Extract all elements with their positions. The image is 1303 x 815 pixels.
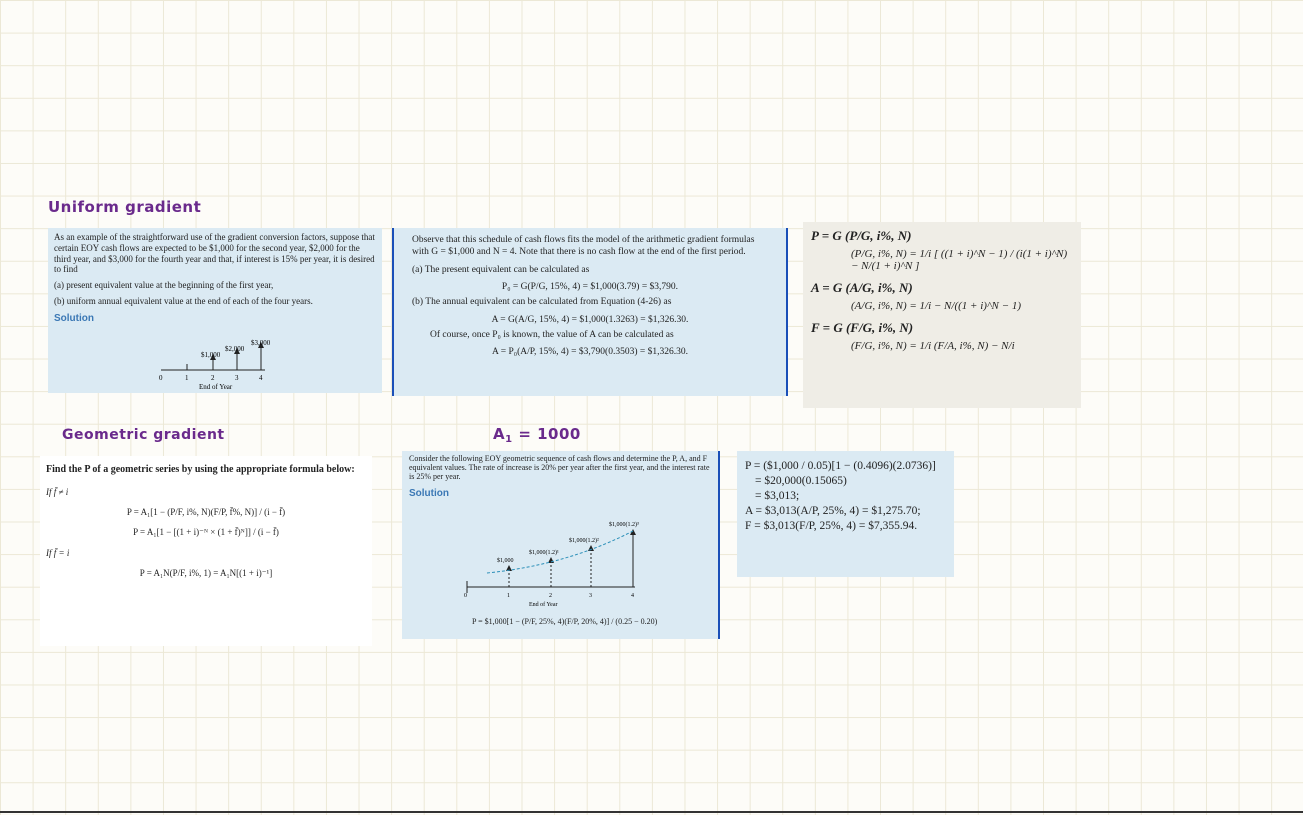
uniform-solution-label: Solution (54, 312, 94, 324)
formula-f-head: F = G (F/G, i%, N) (811, 320, 914, 335)
geometric-gradient-title[interactable]: Geometric gradient (62, 427, 225, 443)
uniform-axis-label: End of Year (199, 383, 233, 391)
geometric-tick-2: 2 (549, 593, 552, 599)
geometric-flow-3: $1,000(1.2)² (569, 538, 599, 544)
geometric-cond-1: If f̄ ≠ i (46, 487, 69, 497)
geometric-formulas-panel[interactable] (40, 456, 372, 646)
a1-value: = 1000 (518, 425, 581, 443)
formula-a-head: A = G (A/G, i%, N) (811, 280, 913, 295)
formula-p-body: (P/G, i%, N) = 1/i [ ((1 + i)^N − 1) / (i(1 + i)^N) − N/(1 + i)^N ] (851, 248, 1068, 272)
a1-subscript: 1 (505, 434, 513, 445)
geometric-tick-1: 1 (507, 593, 510, 599)
uniform-example-panel[interactable] (48, 228, 382, 393)
uniform-eq-b: A = G(A/G, 15%, 4) = $1,000(1.3263) = $1,326.30. (491, 314, 689, 325)
uniform-tick-2: 2 (211, 374, 215, 382)
geometric-formula-2: P = A₁[1 − [(1 + i)⁻ᴺ × (1 + f̄)ᴺ]] / (i − f̄) (133, 527, 279, 537)
uniform-flow-3: $3,000 (251, 339, 271, 347)
uniform-note: Of course, once P₀ is known, the value of A can be calculated as (430, 330, 674, 341)
geometric-tick-3: 3 (589, 593, 592, 599)
geometric-p-eq: P = $1,000[1 − (P/F, 25%, 4)(F/P, 20%, 4)] / (0.25 − 0.20) (472, 617, 658, 626)
geometric-tick-0: 0 (464, 593, 467, 599)
geometric-flow-4: $1,000(1.2)³ (609, 522, 639, 528)
geometric-sol-l5: F = $3,013(F/P, 25%, 4) = $7,355.94. (745, 520, 918, 532)
uniform-sol-item-a: (a) The present equivalent can be calculated as (412, 264, 590, 275)
uniform-solution-panel[interactable] (392, 228, 788, 396)
uniform-gradient-title[interactable]: Uniform gradient (48, 198, 202, 216)
uniform-tick-4: 4 (259, 374, 263, 382)
gradient-formulas-panel[interactable] (803, 222, 1081, 408)
uniform-eq-c: A = P₀(A/P, 15%, 4) = $3,790(0.3503) = $1,326.30. (492, 347, 688, 358)
uniform-item-a: (a) present equivalent value at the beginning of the first year, (54, 280, 274, 291)
uniform-tick-3: 3 (235, 374, 239, 382)
uniform-item-b: (b) uniform annual equivalent value at the end of each of the four years. (54, 295, 313, 306)
uniform-cashflow-diagram (153, 336, 313, 396)
geometric-flow-2: $1,000(1.2)¹ (529, 550, 559, 556)
uniform-eq-a: P₀ = G(P/G, 15%, 4) = $1,000(3.79) = $3,790. (501, 282, 679, 293)
uniform-intro: As an example of the straightforward use of the gradient conversion factors, suppose that certain EOY cash flows are expected to be $1,000 for the second year, $2,000 for the third year, and $3,000 for the fourth year and that, if interest is 15% per year, it is desired to find (54, 232, 375, 275)
geometric-sol-l2: = $20,000(0.15065) (755, 475, 847, 487)
formula-f-body: (F/G, i%, N) = 1/i (F/A, i%, N) − N/i (851, 340, 1015, 352)
geometric-sol-l3: = $3,013; (755, 490, 800, 502)
uniform-observe: Observe that this schedule of cash flows fits the model of the arithmetic gradient formulas with G = $1,000 and N = 4. Note that there is no cash flow at the end of the first period. (412, 235, 755, 258)
uniform-sol-item-b: (b) The annual equivalent can be calculated from Equation (4-26) as (412, 297, 672, 308)
a1-label: A (493, 425, 506, 443)
uniform-tick-0: 0 (159, 374, 163, 382)
geometric-formula-1: P = A₁[1 − (P/F, i%, N)(F/P, f̄%, N)] / (i − f̄) (126, 507, 286, 517)
geometric-intro: Consider the following EOY geometric sequence of cash flows and determine the P, A, and F equivalent values. The rate of increase is 20% per year after the first year, and the interest rate is 25% per year. (409, 454, 710, 482)
geometric-example-panel[interactable] (402, 451, 720, 639)
formula-a-body: (A/G, i%, N) = 1/i − N/((1 + i)^N − 1) (851, 300, 1021, 312)
geometric-flow-1: $1,000 (497, 558, 514, 564)
geometric-heading: Find the P of a geometric series by using the appropriate formula below: (46, 464, 355, 475)
geometric-sol-l4: A = $3,013(A/P, 25%, 4) = $1,275.70; (745, 505, 921, 517)
geometric-solution-label: Solution (409, 487, 449, 499)
geometric-formula-3: P = A₁N(P/F, i%, 1) = A₁N[(1 + i)⁻¹] (139, 568, 273, 578)
a1-ink-note[interactable] (493, 425, 581, 445)
geometric-cashflow-diagram (457, 513, 697, 613)
geometric-axis-label: End of Year (529, 602, 558, 608)
uniform-flow-2: $2,000 (225, 345, 245, 353)
geometric-sol-l1: P = ($1,000 / 0.05)[1 − (0.4096)(2.0736)] (745, 460, 936, 472)
uniform-flow-1: $1,000 (201, 351, 221, 359)
geometric-solution-panel[interactable] (737, 451, 954, 577)
page-bottom-rule (0, 811, 1303, 813)
formula-p-head: P = G (P/G, i%, N) (811, 228, 912, 243)
geometric-tick-4: 4 (631, 593, 634, 599)
geometric-cond-2: If f̄ = i (46, 548, 70, 558)
uniform-tick-1: 1 (185, 374, 189, 382)
